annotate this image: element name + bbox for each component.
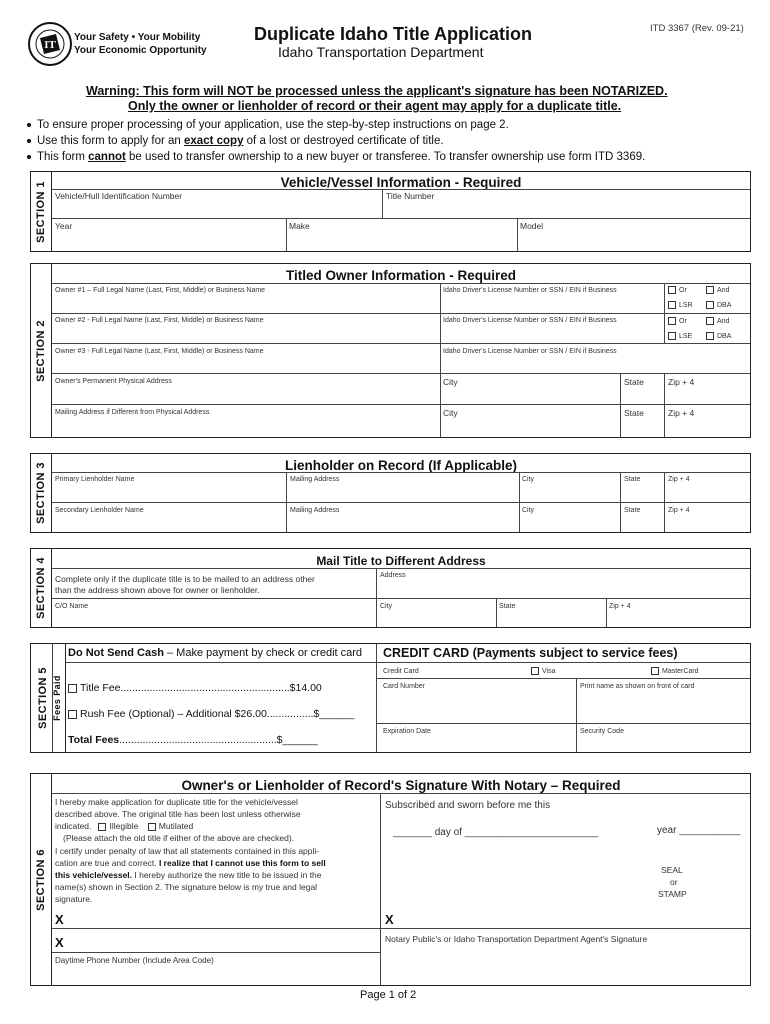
section-1-tab: SECTION 1	[31, 172, 52, 251]
illegible-checkbox[interactable]: Illegible	[109, 821, 139, 831]
section-4-title: Mail Title to Different Address	[316, 554, 486, 568]
owner-2-or-checkbox[interactable]: Or	[668, 317, 687, 325]
secondary-state-field[interactable]: State	[624, 507, 641, 514]
alt-address-field[interactable]: Address	[380, 572, 406, 579]
secondary-zip-field[interactable]: Zip + 4	[668, 507, 690, 514]
physical-city-field[interactable]: City	[443, 377, 458, 387]
owner-1-and-checkbox[interactable]: And	[706, 286, 729, 294]
owner-2-name-field[interactable]: Owner #2 - Full Legal Name (Last, First, Middle) or Business Name	[55, 317, 264, 324]
mastercard-checkbox[interactable]: MasterCard	[651, 667, 699, 675]
svg-text:IT: IT	[44, 39, 56, 51]
mailing-zip-field[interactable]: Zip + 4	[668, 408, 695, 418]
section-1-title: Vehicle/Vessel Information - Required	[280, 175, 522, 190]
mailing-address-field[interactable]: Mailing Address if Different from Physical Address	[55, 409, 210, 416]
section-6-title: Owner's or Lienholder of Record's Signature With Notary – Required	[181, 778, 621, 793]
affidavit-line-2: described above. The original title has been lost unless otherwise	[55, 809, 301, 819]
section-6-tab: SECTION 6	[31, 774, 52, 985]
visa-checkbox[interactable]: Visa	[531, 667, 556, 675]
title-fee-checkbox[interactable]: Title Fee..........................................................$14.00	[68, 683, 322, 694]
total-fees-field[interactable]: Total Fees......................................................$______	[68, 734, 318, 746]
page-title: Duplicate Idaho Title Application	[254, 24, 533, 44]
primary-mailing-field[interactable]: Mailing Address	[290, 476, 340, 483]
owner-1-lsr-checkbox[interactable]: LSR	[668, 301, 693, 309]
alt-zip-field[interactable]: Zip + 4	[609, 603, 631, 610]
affidavit-line-4: (Please attach the old title if either of the above are checked).	[63, 833, 295, 843]
physical-state-field[interactable]: State	[624, 377, 644, 387]
owner-2-lse-checkbox[interactable]: LSE	[668, 332, 692, 340]
credit-card-label: Credit Card	[383, 668, 419, 675]
secondary-lienholder-field[interactable]: Secondary Lienholder Name	[55, 507, 144, 514]
primary-zip-field[interactable]: Zip + 4	[668, 476, 690, 483]
section-6-signature	[30, 773, 751, 986]
primary-lienholder-field[interactable]: Primary Lienholder Name	[55, 476, 135, 483]
title-number-field[interactable]: Title Number	[386, 191, 435, 201]
section-4-note-2: than the address shown above for owner or lienholder.	[55, 585, 260, 595]
credit-card-heading: CREDIT CARD (Payments subject to service fees)	[383, 646, 678, 660]
mailing-state-field[interactable]: State	[624, 408, 644, 418]
primary-state-field[interactable]: State	[624, 476, 641, 483]
owner-1-name-field[interactable]: Owner #1 – Full Legal Name (Last, First, Middle) or Business Name	[55, 287, 266, 294]
print-name-field[interactable]: Print name as shown on front of card	[580, 683, 695, 690]
co-name-field[interactable]: C/O Name	[55, 603, 89, 610]
section-2-tab: SECTION 2	[31, 264, 52, 437]
alt-state-field[interactable]: State	[499, 603, 516, 610]
make-field[interactable]: Make	[289, 221, 310, 231]
owner-2-and-checkbox[interactable]: And	[706, 317, 729, 325]
card-number-field[interactable]: Card Number	[383, 683, 426, 690]
owner-1-or-checkbox[interactable]: Or	[668, 286, 687, 294]
page-number: Page 1 of 2	[360, 989, 417, 1001]
form-id: ITD 3367 (Rev. 09-21)	[650, 23, 744, 34]
cash-notice: Do Not Send Cash – Make payment by check or credit card	[68, 647, 363, 659]
owner-2-dba-checkbox[interactable]: DBA	[706, 332, 731, 340]
affidavit-line-5: I certify under penalty of law that all statements contained in this appli-	[55, 846, 320, 856]
rush-fee-checkbox[interactable]: Rush Fee (Optional) – Additional $26.00................$______	[68, 709, 354, 720]
section-4-note-1: Complete only if the duplicate title is to be mailed to an address other	[55, 574, 315, 584]
section-5-tab: SECTION 5 Fees Paid	[31, 644, 66, 752]
owner-signature-2[interactable]: X	[55, 935, 64, 950]
logo-tagline-1: Your Safety • Your Mobility	[74, 32, 201, 43]
seal-label: SEAL	[661, 865, 683, 875]
affidavit-line-8: name(s) shown in Section 2. The signature below is my true and legal	[55, 882, 318, 892]
notary-year-field[interactable]: year ___________	[657, 825, 741, 836]
secondary-city-field[interactable]: City	[522, 507, 535, 514]
page-subtitle: Idaho Transportation Department	[278, 44, 484, 60]
section-1-vehicle-info	[30, 171, 751, 252]
expiration-date-field[interactable]: Expiration Date	[383, 728, 431, 735]
vin-field[interactable]: Vehicle/Hull Identification Number	[55, 191, 183, 201]
mutilated-checkbox[interactable]: Mutilated	[158, 821, 194, 831]
sworn-statement: Subscribed and sworn before me this	[385, 800, 551, 811]
stamp-label: STAMP	[658, 889, 687, 899]
section-4-mail-title	[30, 548, 751, 628]
section-2-title: Titled Owner Information - Required	[285, 268, 516, 283]
physical-address-field[interactable]: Owner's Permanent Physical Address	[55, 378, 172, 385]
warning-line-2: Only the owner or lienholder of record or their agent may apply for a duplicate title.	[128, 99, 622, 113]
owner-3-dl-field[interactable]: Idaho Driver's License Number or SSN / EIN if Business	[443, 348, 617, 355]
owner-2-dl-field[interactable]: Idaho Driver's License Number or SSN / EIN if Business	[443, 317, 617, 324]
year-field[interactable]: Year	[55, 221, 73, 231]
affidavit-line-7: this vehicle/vessel. I hereby authorize the new title to be issued in the	[55, 870, 322, 880]
notary-signature-label: Notary Public's or Idaho Transportation Department Agent's Signature	[385, 934, 648, 944]
owner-1-dba-checkbox[interactable]: DBA	[706, 301, 731, 309]
notary-signature[interactable]: X	[385, 912, 394, 927]
logo-tagline-2: Your Economic Opportunity	[74, 45, 207, 56]
affidavit-line-1: I hereby make application for duplicate title for the vehicle/vessel	[55, 797, 298, 807]
section-4-tab: SECTION 4	[31, 549, 52, 627]
affidavit-line-3: indicated. Illegible Mutilated	[55, 821, 194, 831]
seal-or-label: or	[670, 877, 678, 887]
notary-date-field[interactable]: _______ day of ________________________	[393, 827, 599, 838]
owner-signature-1[interactable]: X	[55, 912, 64, 927]
instruction-3: This form cannot be used to transfer ownership to a new buyer or transferee. To transfer ownership use form ITD 3369.	[27, 152, 645, 164]
model-field[interactable]: Model	[520, 221, 544, 231]
section-3-tab: SECTION 3	[31, 454, 52, 532]
owner-1-dl-field[interactable]: Idaho Driver's License Number or SSN / EIN if Business	[443, 287, 617, 294]
instruction-1: To ensure proper processing of your application, use the step-by-step instructions on page 2.	[27, 120, 509, 132]
warning-line-1: Warning: This form will NOT be processed unless the applicant's signature has been NOTARIZED.	[86, 84, 668, 98]
physical-zip-field[interactable]: Zip + 4	[668, 377, 695, 387]
secondary-mailing-field[interactable]: Mailing Address	[290, 507, 340, 514]
mailing-city-field[interactable]: City	[443, 408, 458, 418]
section-3-lienholder	[30, 453, 751, 533]
section-5-fees	[30, 643, 751, 753]
owner-3-name-field[interactable]: Owner #3 - Full Legal Name (Last, First, Middle) or Business Name	[55, 348, 264, 355]
primary-city-field[interactable]: City	[522, 476, 535, 483]
instruction-2: Use this form to apply for an exact copy of a lost or destroyed certificate of title.	[27, 136, 444, 148]
alt-city-field[interactable]: City	[380, 603, 393, 610]
affidavit-line-6: cation are true and correct. I realize that I cannot use this form to sell	[55, 858, 326, 868]
security-code-field[interactable]: Security Code	[580, 728, 624, 735]
itd-logo	[26, 20, 74, 68]
section-3-title: Lienholder on Record (If Applicable)	[284, 458, 517, 473]
affidavit-line-9: signature.	[55, 894, 93, 904]
daytime-phone-field[interactable]: Daytime Phone Number (Include Area Code)	[55, 956, 214, 965]
section-2-owner-info	[30, 263, 751, 438]
